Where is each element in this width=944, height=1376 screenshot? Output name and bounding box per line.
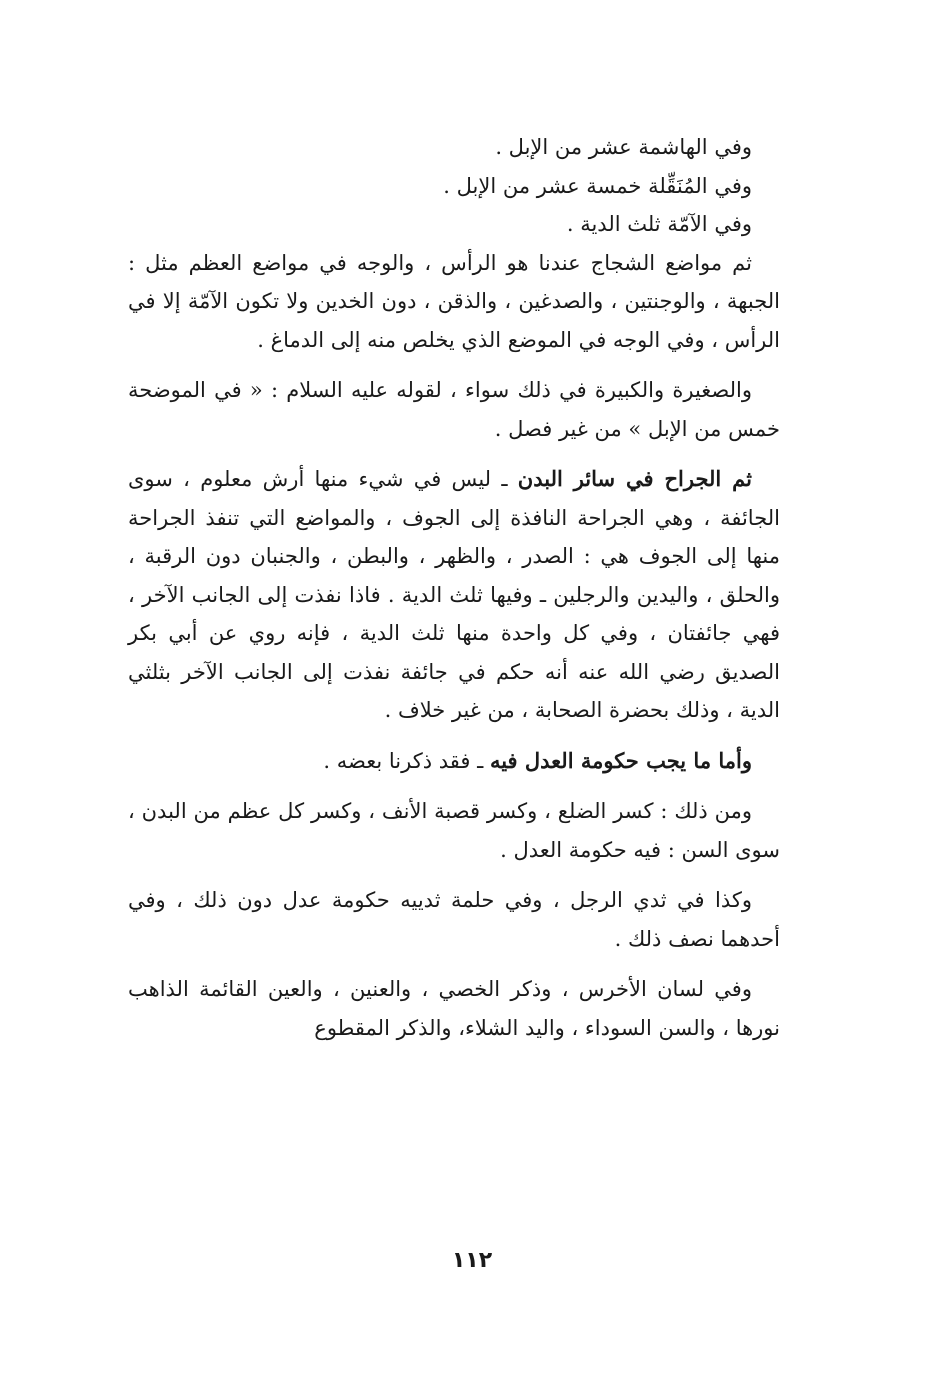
paragraph-lead-bold: وأما ما يجب حكومة العدل فيه <box>489 747 752 773</box>
paragraph-body-text: ـ ليس في شيء منها أرش معلوم ، سوى الجائفة ، وهي الجراحة النافذة إلى الجوف ، والمواضع التي تنفذ الجراحة منها إلى الجوف هي : الصدر ، والظهر ، والبطن ، والجنبان دون الرقبة ، والحلق ، واليدين والرجلين ـ وفيها ثلث الدية . فاذا نفذت إلى الجانب الآخر ، فهي جائفتان ، وفي كل واحدة منها ثلث الدية ، فإنه روي عن أبي بكر الصديق رضي الله عنه أنه حكم في جائفة نفذت إلى الجانب الآخر بثلثي الدية ، وذلك بحضرة الصحابة ، من غير خلاف . <box>128 467 780 722</box>
paragraph-body-text: ـ فقد ذكرنا بعضه . <box>323 748 490 773</box>
page-number: ١١٢ <box>451 1248 493 1273</box>
line-amma: وفي الآمّة ثلث الدية . <box>566 212 752 236</box>
paragraph-male-breast: وكذا في ثدي الرجل ، وفي حلمة ثدييه حكومة عدل دون ذلك ، وفي أحدهما نصف ذلك . <box>128 888 780 951</box>
line-hashima: وفي الهاشمة عشر من الإبل . <box>495 135 752 159</box>
paragraph-body-wounds <box>128 460 780 730</box>
paragraph-hukuma <box>128 742 780 781</box>
paragraph-mute-tongue: وفي لسان الأخرس ، وذكر الخصي ، والعنين ، والعين القائمة الذاهب نورها ، والسن السوداء ، واليد الشلاء، والذكر المقطوع <box>128 977 780 1040</box>
paragraph-lead-bold: ثم الجراح في سائر البدن <box>517 466 752 491</box>
paragraph-head-wounds: ثم مواضع الشجاج عندنا هو الرأس ، والوجه في مواضع العظم مثل : الجبهة ، والوجنتين ، والصدغين ، والذقن ، دون الخدين ولا تكون الآمّة إلا في الرأس ، وفي الوجه في الموضع الذي يخلص منه إلى الدماغ . <box>128 250 780 352</box>
line-munaqqila: وفي المُنَقِّلة خمسة عشر من الإبل . <box>443 173 752 198</box>
paragraph-fractures: ومن ذلك : كسر الضلع ، وكسر قصبة الأنف ، وكسر كل عظم من البدن ، سوى السن : فيه حكومة العدل . <box>128 799 780 862</box>
paragraph-small-large: والصغيرة والكبيرة في ذلك سواء ، لقوله عليه السلام : « في الموضحة خمس من الإبل » من غير فصل . <box>128 378 780 441</box>
page-body <box>128 128 780 1047</box>
